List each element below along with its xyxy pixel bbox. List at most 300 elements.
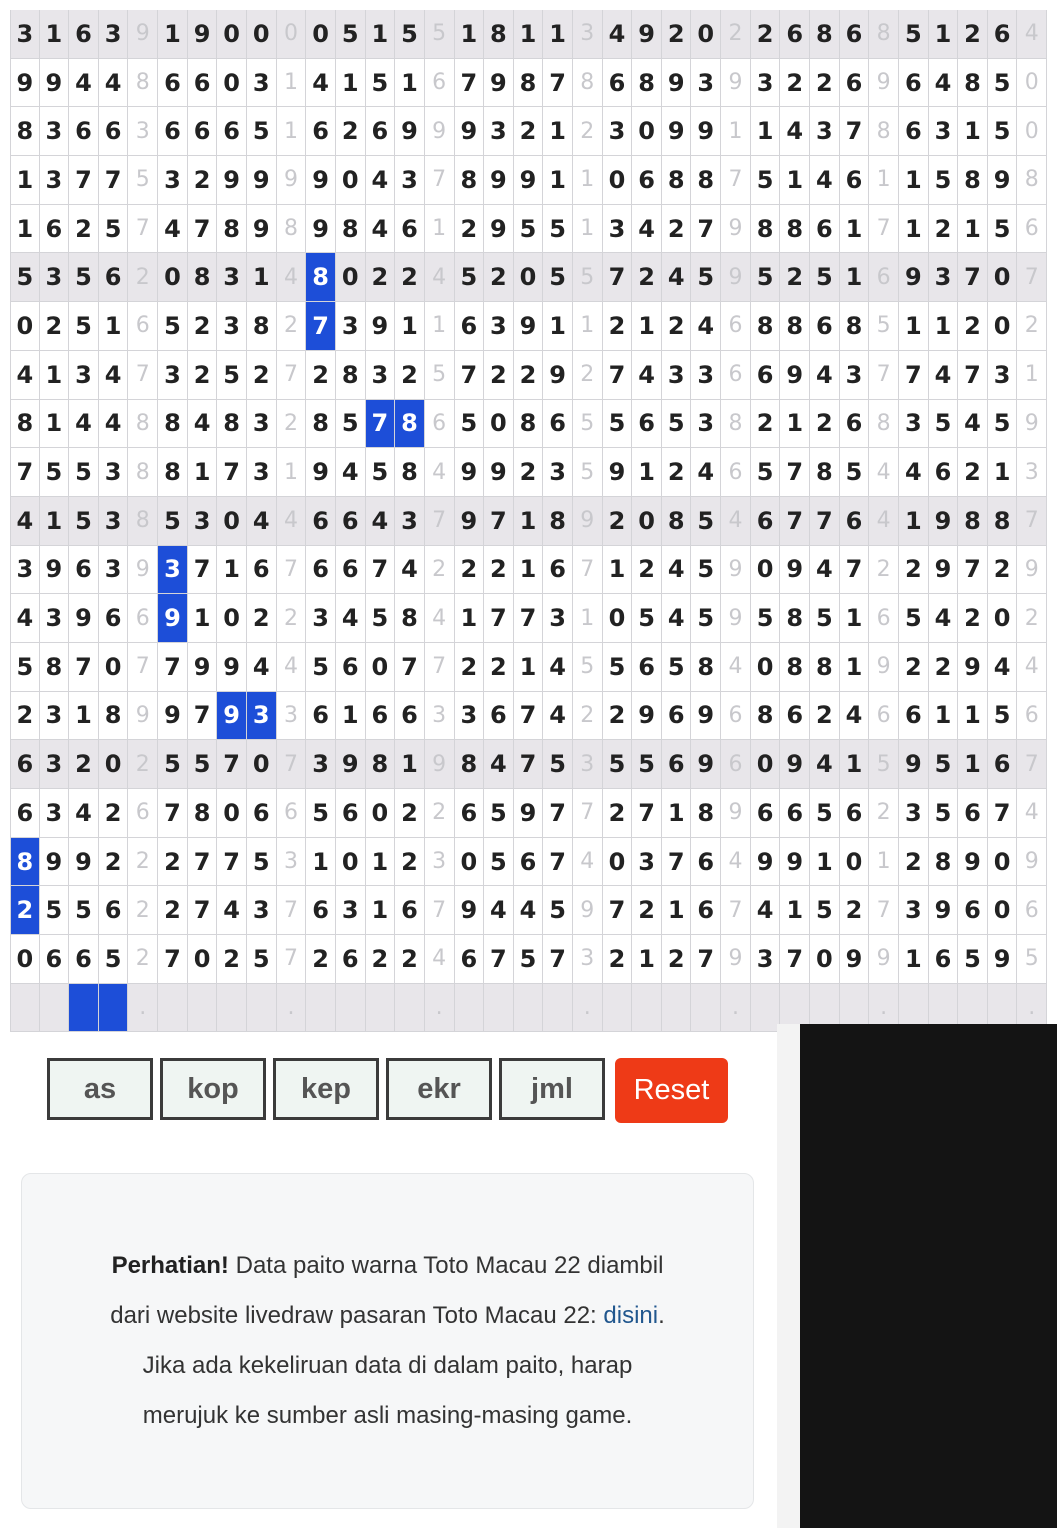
digit-cell[interactable]: 6 [336, 789, 366, 838]
digit-cell[interactable]: 9 [662, 59, 692, 108]
digit-cell[interactable]: 6 [395, 692, 425, 741]
digit-cell[interactable]: 5 [69, 253, 99, 302]
digit-cell[interactable]: 8 [751, 205, 781, 254]
digit-cell[interactable]: 6 [336, 546, 366, 595]
reset-button[interactable]: Reset [615, 1058, 728, 1123]
digit-cell[interactable]: 8 [306, 400, 336, 449]
digit-cell[interactable]: 8 [188, 253, 218, 302]
digit-cell[interactable]: 0 [336, 253, 366, 302]
digit-cell[interactable]: 8 [158, 448, 188, 497]
digit-cell[interactable]: 7 [366, 400, 396, 449]
digit-cell[interactable]: 3 [217, 253, 247, 302]
digit-cell[interactable]: 7 [780, 497, 810, 546]
digit-cell[interactable]: 6 [780, 692, 810, 741]
digit-cell[interactable]: 4 [247, 497, 277, 546]
digit-cell[interactable]: 1 [958, 692, 988, 741]
digit-cell[interactable]: 6 [988, 740, 1018, 789]
digit-cell[interactable]: 2 [514, 351, 544, 400]
digit-cell[interactable]: 3 [247, 886, 277, 935]
digit-cell[interactable]: 5 [929, 740, 959, 789]
digit-cell[interactable]: 7 [603, 351, 633, 400]
digit-cell[interactable]: 3 [929, 107, 959, 156]
digit-cell[interactable]: 2 [603, 692, 633, 741]
digit-cell[interactable]: 7 [899, 351, 929, 400]
digit-cell[interactable]: 6 [455, 935, 485, 984]
digit-cell[interactable]: 7 [691, 935, 721, 984]
digit-cell[interactable]: 5 [40, 886, 70, 935]
digit-cell[interactable]: 2 [188, 351, 218, 400]
digit-cell[interactable]: 5 [691, 594, 721, 643]
digit-cell[interactable]: 6 [840, 497, 870, 546]
digit-cell[interactable]: 3 [69, 351, 99, 400]
digit-cell[interactable]: 3 [988, 351, 1018, 400]
digit-cell[interactable]: 0 [158, 253, 188, 302]
digit-cell[interactable]: 8 [691, 156, 721, 205]
digit-cell[interactable]: 2 [662, 10, 692, 59]
digit-cell[interactable]: 1 [603, 546, 633, 595]
digit-cell[interactable]: 9 [217, 643, 247, 692]
digit-cell[interactable]: 2 [40, 302, 70, 351]
digit-cell[interactable]: 1 [514, 643, 544, 692]
digit-cell[interactable]: 9 [40, 838, 70, 887]
digit-cell[interactable]: 5 [306, 643, 336, 692]
digit-cell[interactable]: 9 [632, 10, 662, 59]
digit-cell[interactable]: 4 [840, 692, 870, 741]
empty-digit-cell[interactable] [247, 984, 277, 1033]
digit-cell[interactable]: 9 [40, 59, 70, 108]
digit-cell[interactable]: 1 [40, 351, 70, 400]
digit-cell[interactable]: 6 [899, 59, 929, 108]
digit-cell[interactable]: 0 [603, 594, 633, 643]
digit-cell[interactable]: 1 [158, 10, 188, 59]
digit-cell[interactable]: 4 [780, 107, 810, 156]
digit-cell[interactable]: 4 [751, 886, 781, 935]
digit-cell[interactable]: 7 [543, 789, 573, 838]
digit-cell[interactable]: 0 [336, 156, 366, 205]
digit-cell[interactable]: 7 [603, 886, 633, 935]
digit-cell[interactable]: 2 [662, 302, 692, 351]
digit-cell[interactable]: 5 [217, 351, 247, 400]
digit-cell[interactable]: 5 [929, 400, 959, 449]
digit-cell[interactable]: 4 [691, 448, 721, 497]
digit-cell[interactable]: 7 [780, 448, 810, 497]
digit-cell[interactable]: 1 [899, 935, 929, 984]
digit-cell[interactable]: 3 [899, 886, 929, 935]
digit-cell[interactable]: 9 [247, 205, 277, 254]
digit-cell[interactable]: 3 [336, 886, 366, 935]
empty-digit-cell[interactable] [366, 984, 396, 1033]
digit-cell[interactable]: 5 [988, 59, 1018, 108]
digit-cell[interactable]: 7 [306, 302, 336, 351]
digit-cell[interactable]: 6 [69, 10, 99, 59]
digit-cell[interactable]: 1 [899, 302, 929, 351]
digit-cell[interactable]: 6 [99, 253, 129, 302]
digit-cell[interactable]: 9 [455, 448, 485, 497]
digit-cell[interactable]: 7 [514, 594, 544, 643]
digit-cell[interactable]: 9 [543, 351, 573, 400]
digit-cell[interactable]: 0 [217, 59, 247, 108]
digit-cell[interactable]: 6 [840, 59, 870, 108]
digit-cell[interactable]: 3 [484, 107, 514, 156]
digit-cell[interactable]: 6 [632, 400, 662, 449]
digit-cell[interactable]: 2 [69, 205, 99, 254]
digit-cell[interactable]: 7 [958, 351, 988, 400]
digit-cell[interactable]: 2 [810, 692, 840, 741]
digit-cell[interactable]: 5 [632, 740, 662, 789]
digit-cell[interactable]: 2 [336, 107, 366, 156]
digit-cell[interactable]: 1 [69, 692, 99, 741]
digit-cell[interactable]: 5 [929, 156, 959, 205]
empty-digit-cell[interactable] [10, 984, 40, 1033]
digit-cell[interactable]: 1 [40, 10, 70, 59]
kep-button[interactable]: kep [273, 1058, 379, 1120]
digit-cell[interactable]: 8 [958, 497, 988, 546]
digit-cell[interactable]: 7 [217, 448, 247, 497]
digit-cell[interactable]: 5 [69, 497, 99, 546]
digit-cell[interactable]: 4 [10, 351, 40, 400]
digit-cell[interactable]: 7 [958, 253, 988, 302]
digit-cell[interactable]: 4 [603, 10, 633, 59]
digit-cell[interactable]: 1 [306, 838, 336, 887]
digit-cell[interactable]: 0 [988, 886, 1018, 935]
digit-cell[interactable]: 5 [366, 59, 396, 108]
digit-cell[interactable]: 8 [395, 400, 425, 449]
digit-cell[interactable]: 9 [691, 107, 721, 156]
digit-cell[interactable]: 5 [988, 107, 1018, 156]
digit-cell[interactable]: 9 [158, 594, 188, 643]
digit-cell[interactable]: 9 [780, 351, 810, 400]
digit-cell[interactable]: 1 [366, 886, 396, 935]
digit-cell[interactable]: 3 [632, 838, 662, 887]
digit-cell[interactable]: 8 [929, 838, 959, 887]
digit-cell[interactable]: 3 [306, 594, 336, 643]
digit-cell[interactable]: 1 [988, 448, 1018, 497]
digit-cell[interactable]: 4 [810, 156, 840, 205]
digit-cell[interactable]: 9 [840, 935, 870, 984]
digit-cell[interactable]: 0 [366, 643, 396, 692]
digit-cell[interactable]: 7 [543, 59, 573, 108]
digit-cell[interactable]: 6 [40, 935, 70, 984]
digit-cell[interactable]: 4 [306, 59, 336, 108]
empty-digit-cell[interactable] [691, 984, 721, 1033]
digit-cell[interactable]: 6 [366, 107, 396, 156]
digit-cell[interactable]: 1 [958, 740, 988, 789]
digit-cell[interactable]: 6 [899, 107, 929, 156]
digit-cell[interactable]: 6 [366, 692, 396, 741]
digit-cell[interactable]: 9 [158, 692, 188, 741]
digit-cell[interactable]: 6 [691, 838, 721, 887]
empty-digit-cell[interactable] [217, 984, 247, 1033]
digit-cell[interactable]: 6 [543, 400, 573, 449]
digit-cell[interactable]: 5 [247, 107, 277, 156]
digit-cell[interactable]: 4 [99, 400, 129, 449]
digit-cell[interactable]: 6 [158, 59, 188, 108]
digit-cell[interactable]: 6 [69, 935, 99, 984]
digit-cell[interactable]: 7 [188, 546, 218, 595]
digit-cell[interactable]: 5 [69, 448, 99, 497]
digit-cell[interactable]: 3 [691, 351, 721, 400]
digit-cell[interactable]: 1 [395, 740, 425, 789]
digit-cell[interactable]: 2 [484, 643, 514, 692]
digit-cell[interactable]: 8 [188, 789, 218, 838]
digit-cell[interactable]: 4 [69, 59, 99, 108]
digit-cell[interactable]: 2 [395, 935, 425, 984]
digit-cell[interactable]: 8 [751, 302, 781, 351]
digit-cell[interactable]: 9 [899, 253, 929, 302]
digit-cell[interactable]: 4 [929, 594, 959, 643]
digit-cell[interactable]: 4 [247, 643, 277, 692]
digit-cell[interactable]: 5 [988, 205, 1018, 254]
digit-cell[interactable]: 2 [366, 253, 396, 302]
digit-cell[interactable]: 5 [69, 886, 99, 935]
digit-cell[interactable]: 8 [958, 156, 988, 205]
digit-cell[interactable]: 8 [780, 594, 810, 643]
digit-cell[interactable]: 6 [306, 497, 336, 546]
digit-cell[interactable]: 6 [217, 107, 247, 156]
digit-cell[interactable]: 1 [632, 448, 662, 497]
digit-cell[interactable]: 3 [99, 448, 129, 497]
digit-cell[interactable]: 7 [603, 253, 633, 302]
digit-cell[interactable]: 5 [158, 497, 188, 546]
digit-cell[interactable]: 8 [780, 302, 810, 351]
digit-cell[interactable]: 5 [158, 302, 188, 351]
digit-cell[interactable]: 0 [217, 789, 247, 838]
digit-cell[interactable]: 7 [217, 740, 247, 789]
digit-cell[interactable]: 5 [662, 400, 692, 449]
digit-cell[interactable]: 3 [306, 740, 336, 789]
digit-cell[interactable]: 8 [810, 10, 840, 59]
digit-cell[interactable]: 0 [99, 643, 129, 692]
empty-digit-cell[interactable] [662, 984, 692, 1033]
digit-cell[interactable]: 1 [514, 10, 544, 59]
digit-cell[interactable]: 2 [958, 302, 988, 351]
digit-cell[interactable]: 3 [751, 59, 781, 108]
digit-cell[interactable]: 8 [780, 205, 810, 254]
digit-cell[interactable]: 8 [99, 692, 129, 741]
digit-cell[interactable]: 8 [10, 107, 40, 156]
digit-cell[interactable]: 1 [662, 886, 692, 935]
digit-cell[interactable]: 3 [751, 935, 781, 984]
digit-cell[interactable]: 6 [810, 302, 840, 351]
digit-cell[interactable]: 6 [395, 886, 425, 935]
digit-cell[interactable]: 6 [780, 10, 810, 59]
digit-cell[interactable]: 7 [484, 935, 514, 984]
digit-cell[interactable]: 3 [247, 59, 277, 108]
digit-cell[interactable]: 0 [988, 302, 1018, 351]
digit-cell[interactable]: 7 [158, 789, 188, 838]
digit-cell[interactable]: 5 [366, 448, 396, 497]
digit-cell[interactable]: 0 [988, 838, 1018, 887]
digit-cell[interactable]: 2 [899, 838, 929, 887]
digit-cell[interactable]: 5 [10, 643, 40, 692]
digit-cell[interactable]: 5 [691, 546, 721, 595]
digit-cell[interactable]: 9 [780, 838, 810, 887]
digit-cell[interactable]: 5 [691, 497, 721, 546]
digit-cell[interactable]: 4 [543, 643, 573, 692]
digit-cell[interactable]: 7 [395, 643, 425, 692]
digit-cell[interactable]: 1 [958, 205, 988, 254]
digit-cell[interactable]: 2 [306, 935, 336, 984]
digit-cell[interactable]: 6 [306, 692, 336, 741]
digit-cell[interactable]: 8 [306, 253, 336, 302]
digit-cell[interactable]: 2 [455, 546, 485, 595]
digit-cell[interactable]: 6 [840, 10, 870, 59]
digit-cell[interactable]: 6 [306, 107, 336, 156]
digit-cell[interactable]: 0 [810, 935, 840, 984]
digit-cell[interactable]: 5 [484, 789, 514, 838]
digit-cell[interactable]: 5 [247, 838, 277, 887]
digit-cell[interactable]: 6 [958, 886, 988, 935]
digit-cell[interactable]: 2 [899, 546, 929, 595]
digit-cell[interactable]: 3 [247, 692, 277, 741]
empty-digit-cell[interactable] [543, 984, 573, 1033]
digit-cell[interactable]: 6 [188, 59, 218, 108]
jml-button[interactable]: jml [499, 1058, 605, 1120]
digit-cell[interactable]: 4 [543, 692, 573, 741]
digit-cell[interactable]: 8 [336, 351, 366, 400]
digit-cell[interactable]: 1 [514, 546, 544, 595]
digit-cell[interactable]: 5 [543, 253, 573, 302]
digit-cell[interactable]: 9 [455, 107, 485, 156]
digit-cell[interactable]: 3 [899, 789, 929, 838]
digit-cell[interactable]: 1 [662, 789, 692, 838]
digit-cell[interactable]: 1 [543, 10, 573, 59]
digit-cell[interactable]: 0 [247, 740, 277, 789]
digit-cell[interactable]: 9 [10, 59, 40, 108]
digit-cell[interactable]: 8 [395, 448, 425, 497]
digit-cell[interactable]: 4 [662, 546, 692, 595]
digit-cell[interactable]: 3 [484, 302, 514, 351]
digit-cell[interactable]: 2 [514, 448, 544, 497]
digit-cell[interactable]: 2 [662, 205, 692, 254]
digit-cell[interactable]: 4 [958, 400, 988, 449]
digit-cell[interactable]: 2 [632, 886, 662, 935]
digit-cell[interactable]: 1 [780, 156, 810, 205]
digit-cell[interactable]: 6 [336, 497, 366, 546]
digit-cell[interactable]: 6 [306, 886, 336, 935]
digit-cell[interactable]: 6 [751, 351, 781, 400]
digit-cell[interactable]: 0 [751, 643, 781, 692]
digit-cell[interactable]: 8 [455, 156, 485, 205]
digit-cell[interactable]: 8 [10, 400, 40, 449]
digit-cell[interactable]: 5 [543, 205, 573, 254]
digit-cell[interactable]: 2 [840, 886, 870, 935]
digit-cell[interactable]: 1 [899, 156, 929, 205]
digit-cell[interactable]: 5 [751, 253, 781, 302]
digit-cell[interactable]: 7 [188, 838, 218, 887]
digit-cell[interactable]: 8 [247, 302, 277, 351]
digit-cell[interactable]: 8 [514, 59, 544, 108]
digit-cell[interactable]: 9 [217, 692, 247, 741]
digit-cell[interactable]: 7 [484, 497, 514, 546]
digit-cell[interactable]: 2 [603, 789, 633, 838]
digit-cell[interactable]: 3 [10, 10, 40, 59]
digit-cell[interactable]: 0 [632, 497, 662, 546]
empty-digit-cell[interactable] [69, 984, 99, 1033]
digit-cell[interactable]: 0 [99, 740, 129, 789]
digit-cell[interactable]: 8 [810, 448, 840, 497]
digit-cell[interactable]: 5 [247, 935, 277, 984]
digit-cell[interactable]: 4 [10, 497, 40, 546]
digit-cell[interactable]: 2 [662, 448, 692, 497]
digit-cell[interactable]: 7 [691, 205, 721, 254]
digit-cell[interactable]: 6 [988, 10, 1018, 59]
empty-digit-cell[interactable] [484, 984, 514, 1033]
digit-cell[interactable]: 5 [810, 594, 840, 643]
digit-cell[interactable]: 0 [603, 838, 633, 887]
digit-cell[interactable]: 7 [780, 935, 810, 984]
digit-cell[interactable]: 6 [99, 107, 129, 156]
digit-cell[interactable]: 2 [395, 253, 425, 302]
digit-cell[interactable]: 5 [603, 400, 633, 449]
digit-cell[interactable]: 2 [247, 594, 277, 643]
digit-cell[interactable]: 9 [188, 643, 218, 692]
digit-cell[interactable]: 6 [158, 107, 188, 156]
digit-cell[interactable]: 8 [691, 643, 721, 692]
digit-cell[interactable]: 1 [217, 546, 247, 595]
digit-cell[interactable]: 7 [632, 789, 662, 838]
digit-cell[interactable]: 9 [632, 692, 662, 741]
digit-cell[interactable]: 9 [988, 935, 1018, 984]
digit-cell[interactable]: 7 [188, 692, 218, 741]
digit-cell[interactable]: 4 [99, 59, 129, 108]
empty-digit-cell[interactable] [40, 984, 70, 1033]
digit-cell[interactable]: 1 [40, 400, 70, 449]
digit-cell[interactable]: 9 [69, 838, 99, 887]
empty-digit-cell[interactable] [336, 984, 366, 1033]
digit-cell[interactable]: 6 [632, 643, 662, 692]
digit-cell[interactable]: 0 [691, 10, 721, 59]
digit-cell[interactable]: 5 [603, 643, 633, 692]
digit-cell[interactable]: 1 [958, 107, 988, 156]
digit-cell[interactable]: 1 [543, 107, 573, 156]
digit-cell[interactable]: 1 [840, 205, 870, 254]
digit-cell[interactable]: 3 [603, 107, 633, 156]
digit-cell[interactable]: 5 [336, 400, 366, 449]
digit-cell[interactable]: 9 [958, 838, 988, 887]
digit-cell[interactable]: 1 [543, 302, 573, 351]
digit-cell[interactable]: 3 [366, 351, 396, 400]
digit-cell[interactable]: 3 [455, 692, 485, 741]
digit-cell[interactable]: 1 [840, 594, 870, 643]
digit-cell[interactable]: 8 [662, 156, 692, 205]
digit-cell[interactable]: 2 [958, 10, 988, 59]
digit-cell[interactable]: 0 [751, 740, 781, 789]
digit-cell[interactable]: 9 [988, 156, 1018, 205]
digit-cell[interactable]: 0 [484, 400, 514, 449]
digit-cell[interactable]: 4 [662, 253, 692, 302]
digit-cell[interactable]: 1 [929, 10, 959, 59]
digit-cell[interactable]: 0 [840, 838, 870, 887]
digit-cell[interactable]: 5 [632, 594, 662, 643]
digit-cell[interactable]: 3 [40, 692, 70, 741]
digit-cell[interactable]: 5 [99, 935, 129, 984]
digit-cell[interactable]: 7 [514, 740, 544, 789]
digit-cell[interactable]: 5 [514, 205, 544, 254]
digit-cell[interactable]: 2 [810, 400, 840, 449]
digit-cell[interactable]: 9 [69, 594, 99, 643]
digit-cell[interactable]: 5 [810, 886, 840, 935]
digit-cell[interactable]: 6 [99, 886, 129, 935]
digit-cell[interactable]: 4 [810, 351, 840, 400]
digit-cell[interactable]: 3 [603, 205, 633, 254]
digit-cell[interactable]: 7 [69, 156, 99, 205]
digit-cell[interactable]: 0 [306, 10, 336, 59]
digit-cell[interactable]: 2 [484, 253, 514, 302]
digit-cell[interactable]: 8 [780, 643, 810, 692]
digit-cell[interactable]: 6 [780, 789, 810, 838]
digit-cell[interactable]: 2 [99, 789, 129, 838]
